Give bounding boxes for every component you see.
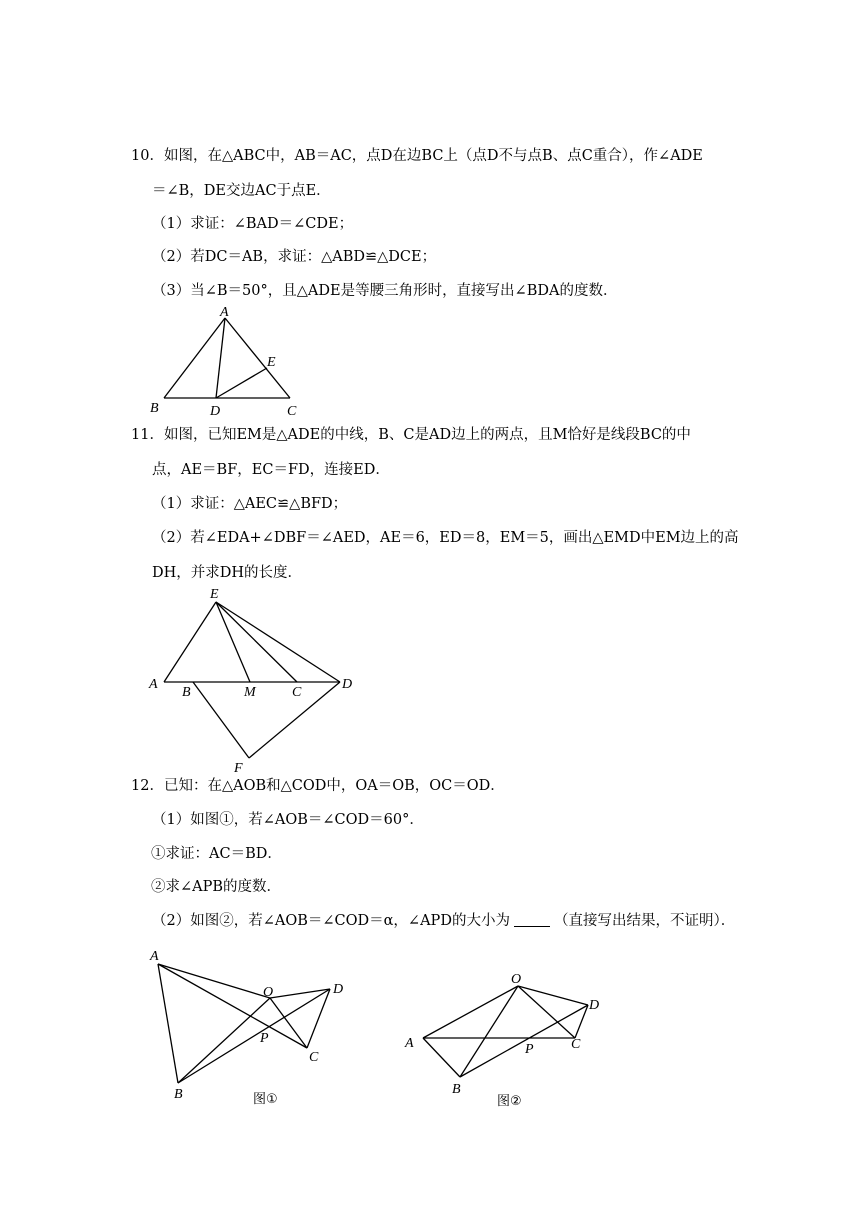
q11-part1: （1）求证：△AEC≌△BFD； bbox=[152, 496, 348, 512]
q12f1-label-A: A bbox=[150, 949, 159, 964]
q12f1-label-P: P bbox=[260, 1031, 269, 1046]
q12-sub2: ②求∠APB的度数． bbox=[151, 879, 282, 895]
q11-label-E: E bbox=[210, 587, 219, 602]
q12f1-label-C: C bbox=[309, 1050, 319, 1065]
q12f1-label-O: O bbox=[263, 985, 274, 1000]
q12-part2-text: （2）如图②，若∠AOB＝∠COD＝α，∠APD的大小为 bbox=[152, 913, 510, 929]
q10-number: 10． bbox=[131, 148, 164, 164]
q10-label-D: D bbox=[210, 404, 221, 419]
q11-line2: 点，AE＝BF，EC＝FD，连接ED． bbox=[152, 462, 390, 478]
q12f2-label-P: P bbox=[525, 1042, 534, 1057]
q12-sub1: ①求证：AC＝BD． bbox=[151, 846, 282, 862]
q12-part2-tail: （直接写出结果，不证明）． bbox=[553, 913, 736, 929]
answer-blank[interactable] bbox=[514, 912, 550, 927]
q10-label-C: C bbox=[287, 404, 297, 419]
q11-line1 bbox=[131, 425, 691, 445]
q12-text-1: 已知：在△AOB和△COD中，OA＝OB，OC＝OD． bbox=[163, 778, 505, 794]
q12-part2 bbox=[152, 911, 735, 931]
q12-figure-1-caption: 图① bbox=[253, 1092, 278, 1107]
q10-label-E: E bbox=[267, 355, 276, 370]
q12f2-label-B: B bbox=[452, 1082, 461, 1097]
q10-text-1: 如图，在△ABC中，AB＝AC，点D在边BC上（点D不与点B、点C重合），作∠ADE bbox=[163, 148, 703, 164]
q12-part1: （1）如图①，若∠AOB＝∠COD＝60°． bbox=[152, 812, 424, 828]
q11-text-1: 如图，已知EM是△ADE的中线，B、C是AD边上的两点，且M恰好是线段BC的中 bbox=[163, 427, 691, 443]
q10-line1 bbox=[131, 146, 703, 166]
q11-label-M: M bbox=[244, 685, 256, 700]
q10-part1: （1）求证：∠BAD＝∠CDE； bbox=[152, 216, 354, 232]
q12f2-label-O: O bbox=[511, 972, 522, 987]
q11-label-B: B bbox=[182, 685, 191, 700]
q12-figure-2 bbox=[395, 965, 615, 1110]
q12f1-label-D: D bbox=[333, 982, 344, 997]
q11-label-F: F bbox=[234, 761, 243, 775]
q11-label-D: D bbox=[342, 677, 353, 692]
q12-line1 bbox=[131, 776, 505, 796]
q11-label-C: C bbox=[292, 685, 302, 700]
q12f2-label-D: D bbox=[589, 998, 600, 1013]
q10-part2: （2）若DC＝AB，求证：△ABD≌△DCE； bbox=[152, 249, 437, 265]
q11-label-A: A bbox=[149, 677, 158, 692]
q12-number: 12． bbox=[131, 778, 164, 794]
q10-label-B: B bbox=[150, 401, 159, 416]
q12f2-label-C: C bbox=[571, 1037, 581, 1052]
q11-part2-cont: DH，并求DH的长度． bbox=[152, 565, 303, 581]
q10-part3: （3）当∠B＝50°，且△ADE是等腰三角形时，直接写出∠BDA的度数． bbox=[152, 283, 618, 299]
q10-figure bbox=[140, 300, 320, 420]
q11-number: 11． bbox=[131, 427, 164, 443]
q12f2-label-A: A bbox=[405, 1036, 414, 1051]
q12-figure-2-caption: 图② bbox=[497, 1094, 522, 1109]
q12-figure-1 bbox=[140, 940, 360, 1110]
q12f1-label-B: B bbox=[174, 1087, 183, 1102]
q11-figure bbox=[140, 580, 370, 775]
q11-part2: （2）若∠EDA+∠DBF＝∠AED，AE＝6，ED＝8，EM＝5，画出△EMD中EM边上的高 bbox=[152, 530, 739, 546]
q10-label-A: A bbox=[220, 305, 229, 320]
q10-line2: ＝∠B，DE交边AC于点E． bbox=[152, 183, 331, 199]
